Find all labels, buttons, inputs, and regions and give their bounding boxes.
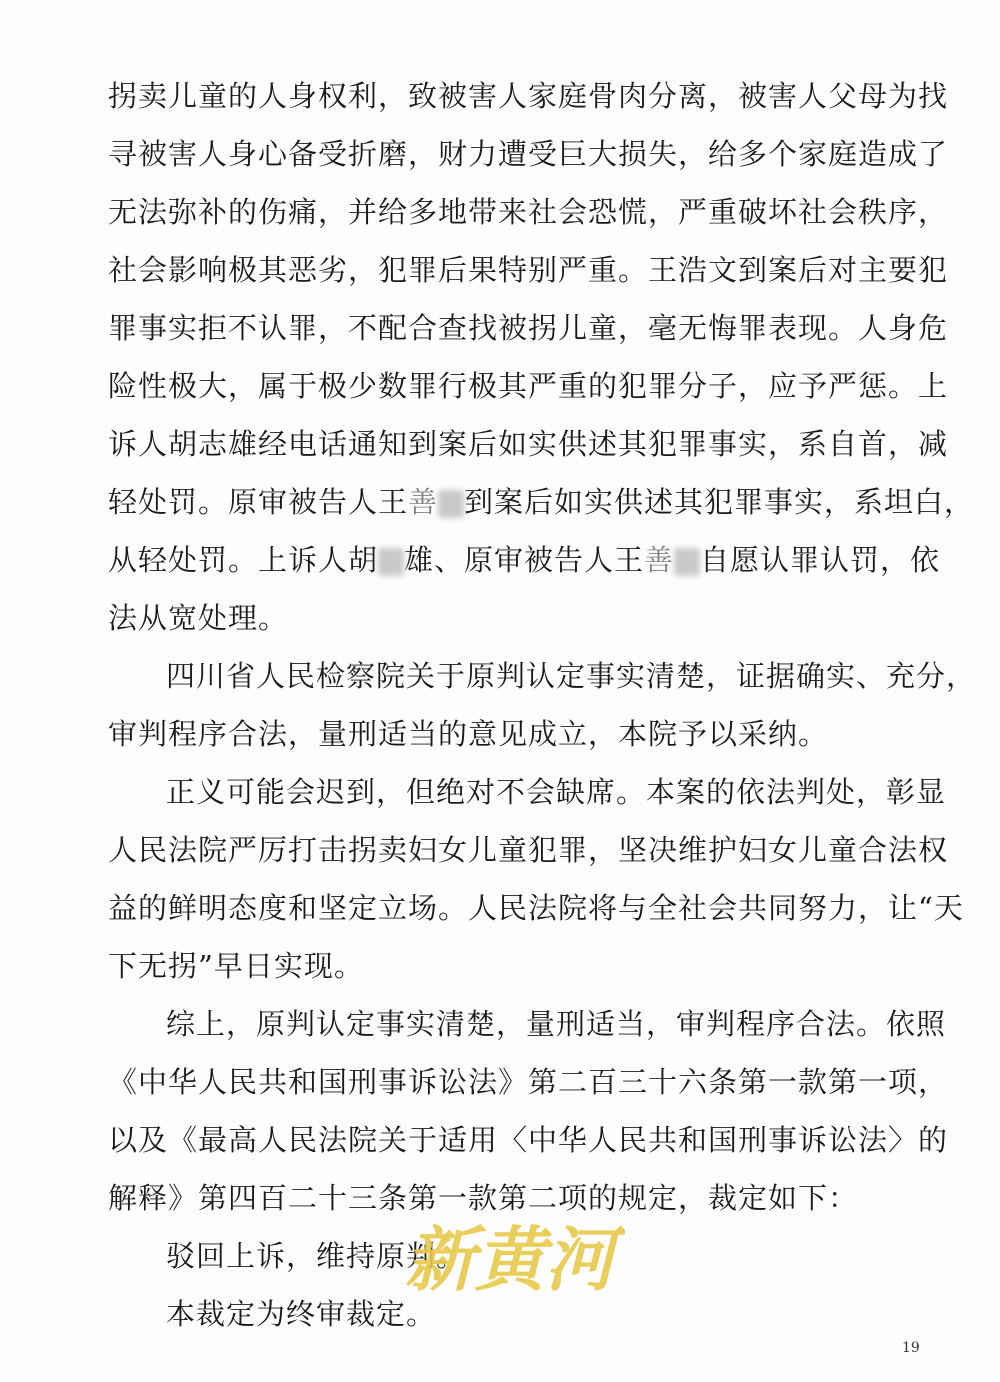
paragraph-start: 四川省人民检察院关于原判认定事实清楚，证据确实、充分， [166,659,977,693]
text-segment: 自愿认罪认罚，依 [700,543,941,577]
text-line: 审判程序合法，量刑适当的意见成立，本院予以采纳。 [108,717,829,751]
redaction-blur [378,548,404,576]
text-line: 下无拐”早日实现。 [108,949,364,983]
text-line: 险性极大，属于极少数罪行极其严重的犯罪分子，应予严惩。上 [108,369,949,403]
text-segment: 到案后如实供述其犯罪事实，系坦白， [464,485,975,519]
text-line-redacted [108,480,975,524]
text-segment: 从轻处罚。上诉人胡 [108,543,379,577]
redaction-blur [438,490,464,518]
final-ruling-line: 本裁定为终审裁定。 [166,1297,437,1331]
text-line: 寻被害人身心备受折磨，财力遭受巨大损失，给多个家庭造成了 [108,137,949,171]
text-line-redacted [108,538,941,582]
page-number: 19 [902,1340,920,1356]
ruling-line: 驳回上诉，维持原判。 [166,1239,467,1273]
text-line: 人民法院严厉打击拐卖妇女儿童犯罪，坚决维护妇女儿童合法权 [108,833,949,867]
partial-char: 善 [408,485,439,519]
text-line: 以及《最高人民法院关于适用〈中华人民共和国刑事诉讼法〉的 [108,1123,949,1157]
text-line: 诉人胡志雄经电话通知到案后如实供述其犯罪事实，系自首，减 [108,427,949,461]
text-segment: 雄、原审被告人王 [404,543,645,577]
text-segment: 轻处罚。原审被告人王 [108,485,409,519]
paragraph-start: 综上，原判认定事实清楚，量刑适当，审判程序合法。依照 [166,1007,947,1041]
text-line: 《中华人民共和国刑事诉讼法》第二百三十六条第一款第一项， [108,1065,949,1099]
redaction-blur [674,548,700,576]
watermark-logo [395,1212,625,1298]
text-line: 解释》第四百二十三条第一款第二项的规定，裁定如下： [108,1181,859,1215]
text-line: 无法弥补的伤痛，并给多地带来社会恐慌，严重破坏社会秩序， [108,195,949,229]
text-line: 罪事实拒不认罪，不配合查找被拐儿童，毫无悔罪表现。人身危 [108,311,949,345]
text-line: 社会影响极其恶劣，犯罪后果特别严重。王浩文到案后对主要犯 [108,253,949,287]
text-line: 益的鲜明态度和坚定立场。人民法院将与全社会共同努力，让“天 [108,891,964,925]
text-line: 拐卖儿童的人身权利，致被害人家庭骨肉分离，被害人父母为找 [108,79,949,113]
paragraph-start: 正义可能会迟到，但绝对不会缺席。本案的依法判处，彰显 [166,775,947,809]
watermark-text: 新黄河 [405,1218,615,1298]
text-line: 法从宽处理。 [108,601,289,635]
partial-char: 善 [644,543,675,577]
